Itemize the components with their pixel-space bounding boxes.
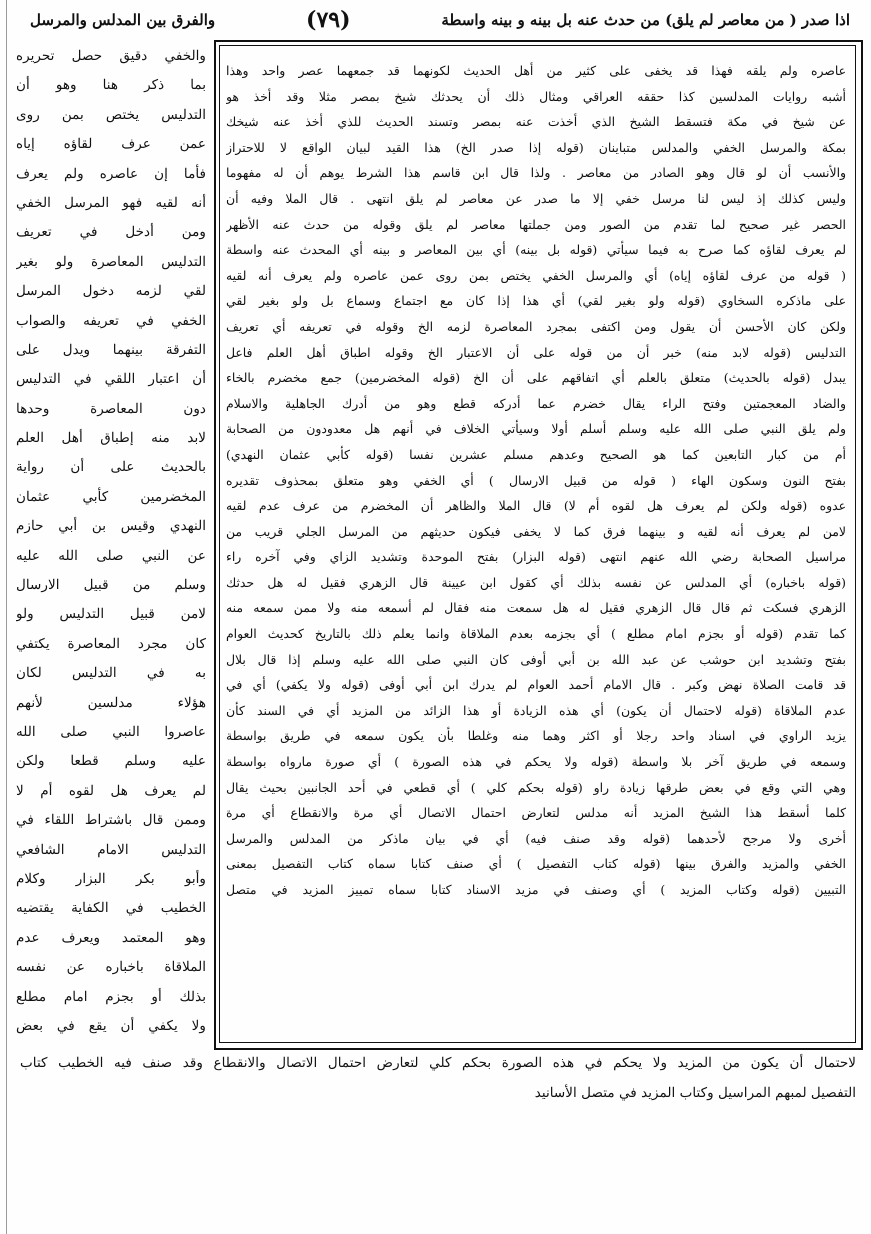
main-text-line: دون المعاصرة وحدها (16, 400, 206, 417)
main-text-line: المخضرمين كأبي عثمان (16, 488, 206, 505)
commentary-line: التدليس (قوله لابد منه) خبر أن من قوله على أن الاعتبار الخ وقوله اطباق أهل العلم فاعل (226, 344, 846, 360)
commentary-line: أم من كبار التابعين كما هو الصحيح وعدهم مسلم عشرين نفسا (قوله كأبي عثمان النهدي) (226, 446, 846, 462)
main-text-line: وسلم من قبيل الارسال (16, 577, 206, 594)
main-text-column (16, 42, 206, 1042)
commentary-line: يزيد الراوي في اسناد واحد رجلا أو اكثر وهما منه وغلطا بأن يكون سمعه في طريق بواسطة (226, 728, 846, 744)
margin-rule (6, 0, 7, 1234)
commentary-line: عدوه (قوله ولكن لم يعرف هل لقوه أم لا) قال الملا والظاهر أن المخضرم من عرف عدم لقيه (226, 498, 846, 514)
commentary-line: مراسيل الصحابة رضي الله عنهم انتهى (قوله البزار) بفتح الموحدة وتشديد الزاي وفي آخره راء (226, 549, 846, 565)
main-text-line: بالحديث على أن رواية (16, 459, 206, 476)
commentary-line: كما تقدم (قوله أو بجزم امام مطلع ) أي بجزمه بعدم الملاقاة وانما يعلم ذلك بالتاريخ كحديث العوام (226, 626, 846, 642)
commentary-line: بفتح النون وسكون الهاء ( قوله من قبيل الارسال ) أي الخفي وهو متعلق بمحذوف تقديره (226, 472, 846, 488)
main-text-line: عليه وسلم قطعا ولكن (16, 753, 206, 770)
commentary-line: بفتح وتشديد ابن حوشب عن عبد الله بن أبي أوفى كان النبي صلى الله عليه وسلم إذا قال بلال (226, 651, 846, 667)
commentary-line: عدم الملاقاة (قوله لاحتمال أن يكون) أي هذه الزيادة أو هذا الزائد من المزيد أي في السند كأن (226, 702, 846, 718)
main-text-line: ولا يكفي أن يقع في بعض (16, 1017, 206, 1034)
main-text-line: التفرقة بينهما ويدل على (16, 341, 206, 358)
main-text-line: بذلك أو بجزم امام مطلع (16, 988, 206, 1005)
commentary-line: كلما أسقط هذا الشيخ المزيد أنه مدلس لتعارض احتمال الاتصال أي مرة والانقطاع أي مرة (226, 805, 846, 821)
footer-line: التفصيل لمبهم المراسيل وكتاب المزيد في متصل الأسانيد (534, 1085, 856, 1101)
main-text-line: التدليس الامام الشافعي (16, 841, 206, 858)
main-text-line: الخفي في تعريفه والصواب (16, 312, 206, 329)
main-text-line: عمن عرف لقاؤه إياه (16, 136, 206, 153)
commentary-line: ولم يلق النبي صلى الله عليه وسلم أسلم أولا وسيأتي الخلاف في أنهم هل معدودون من الصحابة (226, 421, 846, 437)
main-text-line: لامن قبيل التدليس ولو (16, 606, 206, 623)
main-text-line: النهدي وقيس بن أبي حازم (16, 518, 206, 535)
commentary-text (226, 58, 846, 1038)
main-text-line: عن النبي صلى الله عليه (16, 547, 206, 564)
main-text-line: وأبو بكر البزار وكلام (16, 870, 206, 887)
commentary-line: لامن لم يعرف أنه لقيه و بينهما فرق كما لا يخفى فيكون حديثهم من المرسل الجلي قريب من (226, 523, 846, 539)
commentary-line: أشبه روايات المدلسين كذا حققه العراقي ومثال ذلك أن يحدثك شيخ بمصر مثلا وقد أخذ هو (226, 88, 846, 104)
commentary-line: الحصر غير صحيح لما تقدم من الصور ومن جملتها معاصر لم يلق وقوله من حدث عنه الأظهر (226, 216, 846, 232)
main-text-line: بما ذكر هنا وهو أن (16, 77, 206, 94)
main-text-line: الملاقاة باخباره عن نفسه (16, 959, 206, 976)
main-text-line: ومن أدخل في تعريف (16, 224, 206, 241)
main-text-line: التدليس المعاصرة ولو بغير (16, 253, 206, 270)
main-text-line: والخفي دقيق حصل تحريره (16, 48, 206, 64)
header-left-title: والفرق بين المدلس والمرسل (30, 11, 216, 29)
commentary-line: أخرى ولا مرجح لأحدهما (قوله وقد صنف فيه) أي في بيان ماذكر من المدلس والمرسل (226, 830, 846, 846)
commentary-line: ولكن كان الأحسن أن يقول ومن اكتفى بمجرد المعاصرة لزمه الخ وقوله في تعريفه أي تعريف (226, 318, 846, 334)
page-header (30, 6, 850, 34)
commentary-line: والضاد المعجمتين وفتح الراء يقال خضرم عما أدركه قطع وهو من أدرك الجاهلية والاسلام (226, 395, 846, 411)
main-text-line: الخطيب في الكفاية يقتضيه (16, 900, 206, 917)
commentary-line: وليس كذلك إذ ليس لنا مرسل خفي إلا ما صدر عن معاصر لم يلق انتهى . قال الملا وفيه أن (226, 190, 846, 206)
commentary-line: قد قامت الصلاة نهض وكبر . قال الامام أحمد العوام لم يدرك ابن أبي أوفى (قوله ولا يكفي) أي في (226, 677, 846, 693)
commentary-line: عاصره ولم يلقه فهذا قد يخفى على كثير من أهل الحديث لكونهما قد جمعهما عصر واحد وهذا (226, 63, 846, 78)
commentary-line: عن شيخ في مكة فتسقط الشيخ الذي أخذت عنه بمصر وتسند الحديث للذي أخذ عنه شيخك (226, 114, 846, 130)
main-text-line: لقي لزمه دخول المرسل (16, 283, 206, 300)
main-text-line: لم يعرف هل لقوه أم لا (16, 782, 206, 799)
main-text-line: وممن قال باشتراط اللقاء في (16, 812, 206, 829)
main-text-line: لابد منه إطباق أهل العلم (16, 430, 206, 447)
commentary-line: يبدل (قوله بالحديث) متعلق بالعلم أي اتفاقهم على أن الخ (قوله المخضرمين) جمع مخضرم بالخاء (226, 370, 846, 386)
main-text-line: هؤلاء مدلسين لأنهم (16, 694, 206, 711)
main-text-line (16, 1041, 206, 1042)
main-text-line: عاصروا النبي صلى الله (16, 723, 206, 740)
main-text-line: وهو المعتمد ويعرف عدم (16, 929, 206, 946)
main-text-line: أن اعتبار اللقي في التدليس (16, 371, 206, 388)
header-right-title: اذا صدر ( من معاصر لم يلق) من حدث عنه بل بينه و بينه واسطة (441, 11, 850, 29)
commentary-line: والأنسب أن لو قال وهو الصادر من معاصر . ولذا قال ابن قاسم هذا الشرط يوهم أن له مفهوما (226, 165, 846, 181)
main-text-line: التدليس يختص بمن روى (16, 106, 206, 123)
commentary-line: (قوله باخباره) أي المدلس عن نفسه بذلك أي كقول ابن عيينة قال الزهري فقيل له هل حدثك (226, 574, 846, 590)
commentary-line: وهي التي وقع في بعض طرقها زيادة راو (قوله بحكم كلي ) أي قطعي في أحد الجانبين بحيث يقال (226, 779, 846, 795)
commentary-line: على ماذكره السخاوي (قوله ولو بغير لقي) أي هذا إذا كان مع اجتماع وسماع بل ولو بغير لقي (226, 293, 846, 309)
page-number: (٧٩) (306, 7, 351, 33)
commentary-line: الخفي والمزيد والفرق بينها (قوله كتاب التفصيل ) أي صنف كتابا سماه كتاب التفصيل بمعنى (226, 856, 846, 872)
commentary-line: الزهري فسكت ثم قال قال الزهري فقيل له هل سمعت منه فقال لم أسمعه منه ولا ممن سمعه منه (226, 600, 846, 616)
footer-line: لاحتمال أن يكون من المزيد ولا يحكم في هذه الصورة بحكم كلي لتعارض احتمال الاتصال والانقطاع وقد صنف فيه الخطيب كتاب (20, 1055, 856, 1071)
main-text-line: أنه لقيه فهو المرسل الخفي (16, 194, 206, 211)
main-text-line: به في التدليس لكان (16, 665, 206, 682)
commentary-line: وسمعه في طريق آخر بلا واسطة (قوله ولا يحكم في هذه الصورة ) أي صورة مارواه بواسطة (226, 754, 846, 770)
main-text-line: كان مجرد المعاصرة يكتفي (16, 635, 206, 652)
commentary-line: التبيين (قوله وكتاب المزيد ) أي وصنف في مزيد الاسناد كتابا سماه تمييز المزيد في متصل (226, 882, 846, 897)
commentary-line: ( قوله من عرف لقاؤه إياه) أي والمرسل الخفي يختص بمن روى عمن عاصره ولم يعرف أنه لقيه (226, 267, 846, 283)
commentary-line: لم يعرف لقاؤه كما صرح به فيما سيأتي (قوله بل بينه) أي بين المعاصر و بينه أي المحدث عنه واسطة (226, 242, 846, 258)
main-text-line: فأما إن عاصره ولم يعرف (16, 165, 206, 182)
footer-text (20, 1048, 856, 1158)
commentary-line: بمكة والمرسل الخفي والمدلس متباينان (قوله إذا صدر الخ) هذا القيد لبيان الواقع لا للاحتراز (226, 139, 846, 155)
